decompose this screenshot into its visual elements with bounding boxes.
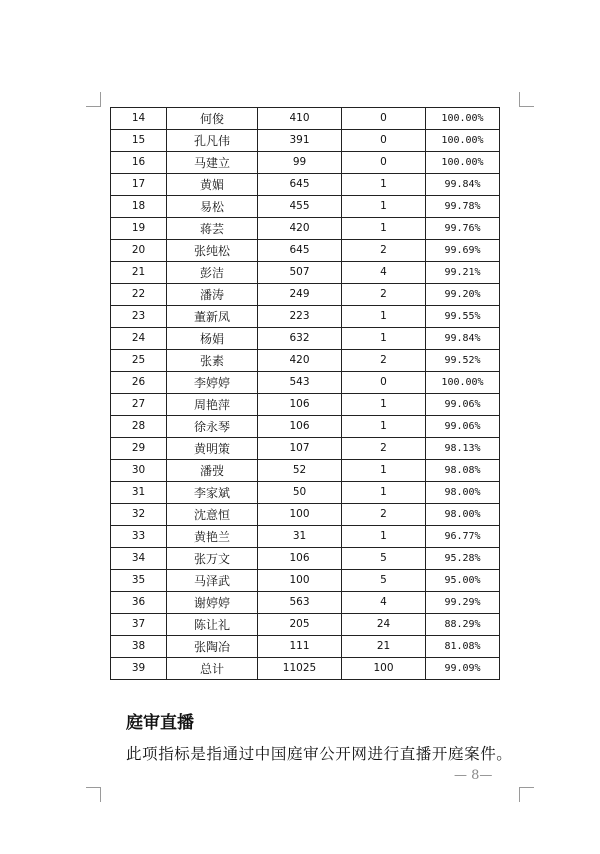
cell-reversed: 1 [342, 328, 426, 350]
cell-reversed: 2 [342, 240, 426, 262]
cell-reversed: 4 [342, 592, 426, 614]
cell-count: 632 [258, 328, 342, 350]
cell-name: 彭洁 [167, 262, 258, 284]
table-row [111, 504, 500, 526]
cell-number: 21 [111, 262, 167, 284]
cell-number: 31 [111, 482, 167, 504]
crop-mark-bottom-left [86, 787, 101, 802]
table-row [111, 460, 500, 482]
cell-reversed: 1 [342, 416, 426, 438]
cell-rate: 99.06% [426, 416, 500, 438]
table-row [111, 350, 500, 372]
cell-number: 36 [111, 592, 167, 614]
cell-number: 33 [111, 526, 167, 548]
cell-count: 50 [258, 482, 342, 504]
cell-name: 黄明策 [167, 438, 258, 460]
judge-stats-table [110, 107, 500, 680]
cell-rate: 98.00% [426, 482, 500, 504]
table-row [111, 130, 500, 152]
cell-count: 645 [258, 174, 342, 196]
cell-count: 420 [258, 350, 342, 372]
cell-count: 106 [258, 394, 342, 416]
cell-name: 陈让礼 [167, 614, 258, 636]
table-row [111, 108, 500, 130]
cell-count: 223 [258, 306, 342, 328]
cell-rate: 100.00% [426, 108, 500, 130]
cell-rate: 99.76% [426, 218, 500, 240]
table-row [111, 262, 500, 284]
cell-name: 马泽武 [167, 570, 258, 592]
cell-number: 35 [111, 570, 167, 592]
table-row [111, 284, 500, 306]
cell-rate: 99.20% [426, 284, 500, 306]
table-row [111, 306, 500, 328]
cell-count: 11025 [258, 658, 342, 680]
cell-rate: 95.28% [426, 548, 500, 570]
cell-rate: 99.52% [426, 350, 500, 372]
cell-reversed: 0 [342, 108, 426, 130]
cell-reversed: 1 [342, 218, 426, 240]
cell-count: 420 [258, 218, 342, 240]
cell-rate: 95.00% [426, 570, 500, 592]
cell-reversed: 100 [342, 658, 426, 680]
table-row [111, 526, 500, 548]
cell-name: 周艳萍 [167, 394, 258, 416]
table-row [111, 328, 500, 350]
table-row [111, 174, 500, 196]
cell-rate: 100.00% [426, 372, 500, 394]
cell-rate: 88.29% [426, 614, 500, 636]
cell-count: 99 [258, 152, 342, 174]
table-row [111, 548, 500, 570]
crop-mark-bottom-right [519, 787, 534, 802]
table-row [111, 658, 500, 680]
cell-number: 18 [111, 196, 167, 218]
cell-number: 23 [111, 306, 167, 328]
table-row [111, 218, 500, 240]
cell-name: 黄媚 [167, 174, 258, 196]
cell-rate: 99.21% [426, 262, 500, 284]
cell-name: 易松 [167, 196, 258, 218]
cell-number: 19 [111, 218, 167, 240]
cell-rate: 100.00% [426, 130, 500, 152]
cell-name: 沈意恒 [167, 504, 258, 526]
cell-rate: 98.13% [426, 438, 500, 460]
cell-number: 34 [111, 548, 167, 570]
cell-reversed: 0 [342, 130, 426, 152]
cell-name: 何俊 [167, 108, 258, 130]
cell-count: 543 [258, 372, 342, 394]
cell-number: 17 [111, 174, 167, 196]
table-row [111, 372, 500, 394]
table-body [111, 108, 500, 680]
crop-mark-top-left [86, 92, 101, 107]
cell-name: 孔凡伟 [167, 130, 258, 152]
cell-name: 总计 [167, 658, 258, 680]
table-row [111, 438, 500, 460]
cell-number: 20 [111, 240, 167, 262]
cell-count: 563 [258, 592, 342, 614]
cell-number: 38 [111, 636, 167, 658]
cell-number: 24 [111, 328, 167, 350]
table-row [111, 592, 500, 614]
cell-count: 106 [258, 416, 342, 438]
cell-name: 李婷婷 [167, 372, 258, 394]
cell-rate: 99.06% [426, 394, 500, 416]
cell-number: 16 [111, 152, 167, 174]
cell-name: 张陶冶 [167, 636, 258, 658]
cell-rate: 98.00% [426, 504, 500, 526]
cell-count: 410 [258, 108, 342, 130]
table-row [111, 196, 500, 218]
cell-reversed: 24 [342, 614, 426, 636]
cell-count: 249 [258, 284, 342, 306]
cell-name: 张纯松 [167, 240, 258, 262]
cell-reversed: 1 [342, 482, 426, 504]
table-row [111, 636, 500, 658]
cell-reversed: 4 [342, 262, 426, 284]
cell-name: 董新凤 [167, 306, 258, 328]
cell-count: 107 [258, 438, 342, 460]
cell-name: 张万文 [167, 548, 258, 570]
cell-number: 39 [111, 658, 167, 680]
cell-count: 205 [258, 614, 342, 636]
crop-mark-top-right [519, 92, 534, 107]
cell-number: 30 [111, 460, 167, 482]
cell-reversed: 1 [342, 460, 426, 482]
cell-rate: 99.29% [426, 592, 500, 614]
table-row [111, 152, 500, 174]
cell-name: 张素 [167, 350, 258, 372]
cell-count: 100 [258, 504, 342, 526]
cell-number: 29 [111, 438, 167, 460]
cell-number: 32 [111, 504, 167, 526]
cell-reversed: 1 [342, 394, 426, 416]
cell-count: 391 [258, 130, 342, 152]
cell-reversed: 21 [342, 636, 426, 658]
cell-rate: 99.84% [426, 328, 500, 350]
cell-rate: 99.55% [426, 306, 500, 328]
cell-count: 455 [258, 196, 342, 218]
cell-rate: 81.08% [426, 636, 500, 658]
cell-reversed: 5 [342, 548, 426, 570]
cell-name: 谢婷婷 [167, 592, 258, 614]
cell-reversed: 1 [342, 174, 426, 196]
cell-name: 李家斌 [167, 482, 258, 504]
cell-rate: 99.78% [426, 196, 500, 218]
cell-name: 潘弢 [167, 460, 258, 482]
cell-reversed: 2 [342, 284, 426, 306]
cell-count: 100 [258, 570, 342, 592]
cell-number: 25 [111, 350, 167, 372]
cell-reversed: 1 [342, 526, 426, 548]
cell-number: 26 [111, 372, 167, 394]
cell-rate: 98.08% [426, 460, 500, 482]
cell-reversed: 5 [342, 570, 426, 592]
cell-name: 蒋芸 [167, 218, 258, 240]
cell-reversed: 2 [342, 504, 426, 526]
table-row [111, 394, 500, 416]
cell-number: 15 [111, 130, 167, 152]
cell-number: 37 [111, 614, 167, 636]
cell-reversed: 2 [342, 438, 426, 460]
cell-reversed: 2 [342, 350, 426, 372]
cell-reversed: 1 [342, 196, 426, 218]
cell-number: 14 [111, 108, 167, 130]
cell-count: 106 [258, 548, 342, 570]
cell-name: 杨娟 [167, 328, 258, 350]
cell-name: 潘涛 [167, 284, 258, 306]
cell-count: 645 [258, 240, 342, 262]
cell-count: 31 [258, 526, 342, 548]
cell-rate: 99.09% [426, 658, 500, 680]
cell-name: 徐永琴 [167, 416, 258, 438]
cell-name: 马建立 [167, 152, 258, 174]
section-body: 此项指标是指通过中国庭审公开网进行直播开庭案件。 [126, 745, 513, 763]
cell-rate: 99.69% [426, 240, 500, 262]
cell-rate: 100.00% [426, 152, 500, 174]
table-row [111, 482, 500, 504]
page-number: — 8— [454, 768, 493, 783]
cell-count: 52 [258, 460, 342, 482]
cell-name: 黄艳兰 [167, 526, 258, 548]
cell-reversed: 0 [342, 372, 426, 394]
cell-number: 22 [111, 284, 167, 306]
table-row [111, 614, 500, 636]
table-row [111, 240, 500, 262]
cell-number: 28 [111, 416, 167, 438]
table-row [111, 416, 500, 438]
cell-rate: 99.84% [426, 174, 500, 196]
table-row [111, 570, 500, 592]
cell-count: 111 [258, 636, 342, 658]
cell-rate: 96.77% [426, 526, 500, 548]
cell-reversed: 0 [342, 152, 426, 174]
cell-count: 507 [258, 262, 342, 284]
cell-number: 27 [111, 394, 167, 416]
cell-reversed: 1 [342, 306, 426, 328]
section-heading: 庭审直播 [126, 713, 194, 733]
